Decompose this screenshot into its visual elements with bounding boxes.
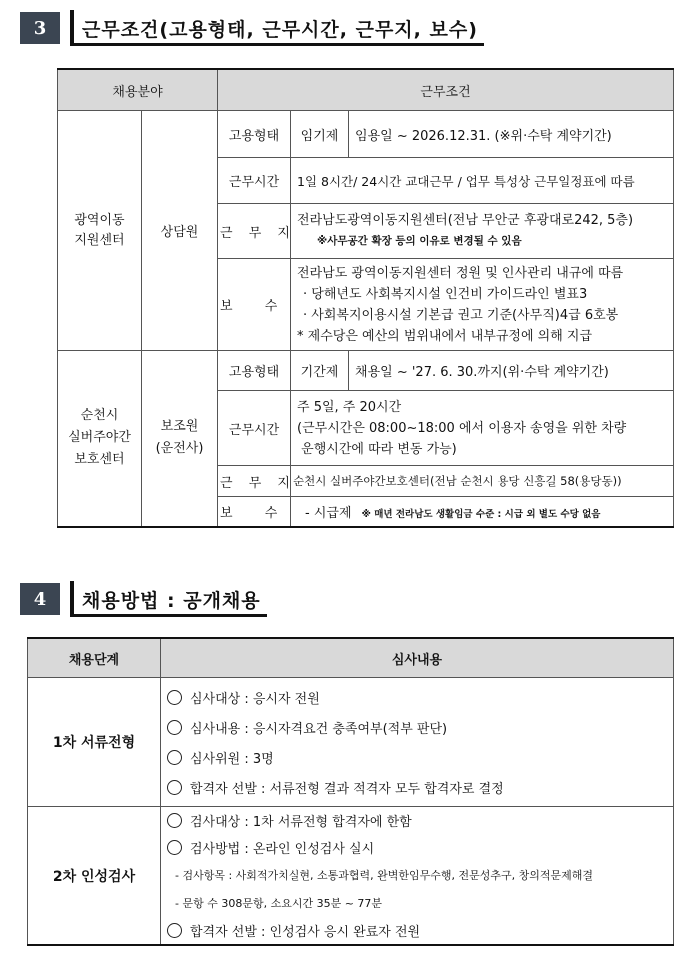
circle-bullet-icon (167, 720, 182, 735)
pay-label: 보 수 (218, 259, 291, 351)
employment-label: 고용형태 (218, 351, 291, 391)
item-text: 심사대상 : 응시자 전원 (190, 691, 320, 707)
section-title (70, 581, 261, 617)
pay-label: 보 수 (218, 497, 291, 527)
location-value: 전라남도광역이동지원센터(전남 무안군 후광대로242, 5층) (297, 213, 634, 228)
stage-name: 1차 서류전형 (28, 678, 161, 807)
header-conditions: 근무조건 (218, 69, 674, 111)
employment-type: 기간제 (291, 351, 349, 391)
pay-cell (291, 497, 674, 527)
location-cell (291, 204, 674, 259)
list-item (167, 917, 667, 944)
pay-line: · 사회복지이용시설 기본급 권고 기준(사무직)4급 6호봉 (303, 307, 619, 323)
recruitment-method-table (27, 637, 674, 946)
header-field: 채용분야 (58, 69, 218, 111)
circle-bullet-icon (167, 923, 182, 938)
list-item (167, 712, 667, 742)
location-label: 근 무 지 (218, 466, 291, 497)
header-stage: 채용단계 (28, 638, 161, 678)
item-text: 검사대상 : 1차 서류전형 합격자에 한함 (190, 815, 412, 830)
item-text: 심사위원 : 3명 (190, 751, 274, 767)
stage-content (161, 678, 674, 807)
header-content: 심사내용 (161, 638, 674, 678)
employment-detail: 임용일 ~ 2026.12.31. (※위·수탁 계약기간) (349, 111, 674, 158)
sub-item: - 검사항목 : 사회적가치실현, 소통과협력, 완벽한임무수행, 전문성추구, 창의적문제해결 (175, 869, 594, 882)
sub-item: - 문항 수 308문항, 소요시간 35분 ~ 77분 (175, 897, 383, 910)
item-text: 심사내용 : 응시자격요건 충족여부(적부 판단) (190, 721, 448, 737)
table-row (28, 678, 674, 807)
org-name: 순천시 실버주야간 보호센터 (58, 351, 142, 527)
section-title (70, 10, 478, 46)
hours-line: (근무시간은 08:00~18:00 에서 이용자 송영을 위한 차량 (297, 420, 627, 436)
circle-bullet-icon (167, 750, 182, 765)
pay-note: ※ 매년 전라남도 생활임금 수준 : 시급 외 별도 수당 없음 (361, 508, 601, 520)
table-row (58, 111, 674, 158)
pay-line: * 제수당은 예산의 범위내에서 내부규정에 의해 지급 (297, 328, 593, 344)
circle-bullet-icon (167, 813, 182, 828)
hours-value: 1일 8시간/ 24시간 교대근무 / 업무 특성상 근무일정표에 따름 (291, 158, 674, 204)
list-item (167, 834, 667, 861)
hours-line: 운행시간에 따라 변동 가능) (297, 441, 457, 457)
pay-line: · 당해년도 사회복지시설 인건비 가이드라인 별표3 (303, 286, 588, 302)
working-conditions-table (57, 68, 674, 528)
list-item (167, 682, 667, 712)
section-title-text: 채용방법 : 공개채용 (82, 589, 261, 612)
employment-label: 고용형태 (218, 111, 291, 158)
pay-value: - 시급제 (305, 505, 352, 521)
list-item (167, 742, 667, 772)
location-label: 근 무 지 (218, 204, 291, 259)
table-row (58, 351, 674, 391)
hours-label: 근무시간 (218, 391, 291, 466)
item-text: 합격자 선발 : 인성검사 응시 완료자 전원 (190, 925, 421, 940)
section-4-header (20, 581, 261, 617)
employment-detail: 채용일 ~ '27. 6. 30.까지(위·수탁 계약기간) (349, 351, 674, 391)
hours-line: 주 5일, 주 20시간 (297, 399, 402, 415)
item-text: 합격자 선발 : 서류전형 결과 적격자 모두 합격자로 결정 (190, 781, 504, 797)
title-underline (74, 614, 267, 617)
table-header-row (28, 638, 674, 678)
role-name: 보조원 (운전사) (142, 351, 218, 527)
hours-label: 근무시간 (218, 158, 291, 204)
stage-name: 2차 인성검사 (28, 807, 161, 946)
table-header-row (58, 69, 674, 111)
section-3-header (20, 10, 478, 46)
section-number-badge: 4 (20, 583, 60, 615)
location-note: ※사무공간 확장 등의 이유로 변경될 수 있음 (317, 235, 522, 247)
title-underline (74, 43, 484, 46)
pay-line: 전라남도 광역이동지원센터 정원 및 인사관리 내규에 따름 (297, 265, 624, 281)
hours-cell (291, 391, 674, 466)
pay-cell (291, 259, 674, 351)
stage-content (161, 807, 674, 946)
list-item (167, 772, 667, 802)
table-row (28, 807, 674, 946)
item-text: 검사방법 : 온라인 인성검사 실시 (190, 842, 375, 857)
circle-bullet-icon (167, 780, 182, 795)
section-number-badge: 3 (20, 12, 60, 44)
circle-bullet-icon (167, 690, 182, 705)
section-title-text: 근무조건(고용형태, 근무시간, 근무지, 보수) (82, 18, 478, 41)
org-name: 광역이동 지원센터 (58, 111, 142, 351)
role-name: 상담원 (142, 111, 218, 351)
employment-type: 임기제 (291, 111, 349, 158)
location-value: 순천시 실버주야간보호센터(전남 순천시 용당 신흥길 58(용당동)) (291, 466, 674, 497)
circle-bullet-icon (167, 840, 182, 855)
list-item (167, 807, 667, 834)
